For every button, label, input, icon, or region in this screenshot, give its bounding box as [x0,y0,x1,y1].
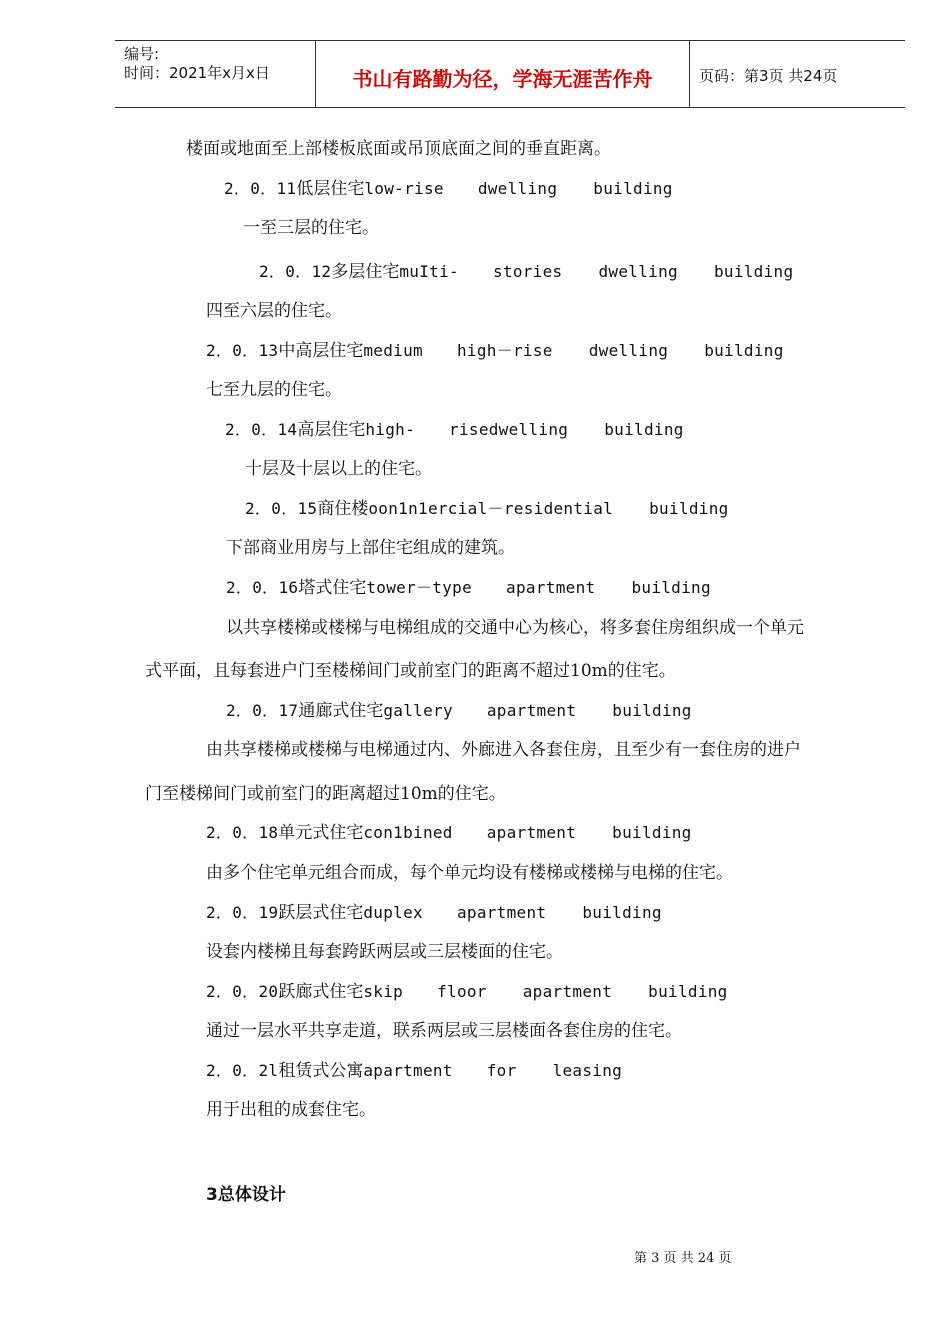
term-chinese: 塔式住宅 [298,578,367,598]
term-number: 2．0．19 [206,903,279,922]
body-line [186,137,611,161]
line-text: 七至九层的住宅。 [206,380,342,400]
term-english: con1bined apartment building [363,823,692,842]
term-number: 2．0．20 [206,982,279,1001]
term-english: apartment for leasing [363,1061,623,1080]
term-line [226,576,711,600]
term-number: 2．0．15 [245,499,318,518]
definition-line [206,1019,682,1043]
header-page-cell [690,41,905,107]
term-english: tower－type apartment building [366,578,711,597]
term-english: high- risedwelling building [365,420,684,439]
definition-line [245,457,432,481]
definition-line [206,861,733,885]
line-text: 四至六层的住宅。 [206,301,342,321]
line-text: 以共享楼梯或楼梯与电梯组成的交通中心为核心，将多套住房组织成一个单元 [226,618,804,638]
term-line [206,339,784,363]
term-number: 2．0．12 [259,262,332,281]
header-motto-cell [316,41,690,107]
definition-line [206,940,563,964]
term-chinese: 多层住宅 [331,262,400,282]
header-meta-cell [115,41,316,107]
header-page-info: 页码：第3页 共24页 [699,67,838,85]
definition-line [145,659,676,683]
time-label: 时间：2021年x月x日 [124,64,270,82]
line-text: 楼面或地面至上部楼板底面或吊顶底面之间的垂直距离。 [186,139,611,159]
line-text: 十层及十层以上的住宅。 [245,459,432,479]
line-text: 由共享楼梯或楼梯与电梯通过内、外廊进入各套住房，且至少有一套住房的进户 [206,740,801,760]
number-label: 编号: [124,45,160,63]
term-chinese: 中高层住宅 [278,341,364,361]
definition-line [206,738,801,762]
term-chinese: 高层住宅 [297,420,366,440]
term-number: 2．0．14 [225,420,298,439]
line-text: 通过一层水平共享走道，联系两层或三层楼面各套住房的住宅。 [206,1021,682,1041]
term-english: medium high－rise dwelling building [363,341,784,360]
term-line [206,901,662,925]
page-header [115,40,905,108]
term-chinese: 单元式住宅 [278,823,364,843]
term-line [206,980,728,1004]
term-line [206,821,692,845]
definition-line [226,536,515,560]
term-number: 2．0．13 [206,341,279,360]
term-line [226,699,692,723]
line-text: 下部商业用房与上部住宅组成的建筑。 [226,538,515,558]
term-chinese: 商住楼 [317,499,369,519]
term-chinese: 通廊式住宅 [298,701,384,721]
term-line [224,177,673,201]
definition-line [206,1098,376,1122]
line-text: 式平面，且每套进户门至楼梯间门或前室门的距离不超过10m的住宅。 [145,661,676,681]
term-chinese: 租赁式公寓 [278,1061,364,1081]
term-number: 2．0．2l [206,1061,279,1080]
term-line [245,497,729,521]
definition-line [145,782,506,806]
term-chinese: 低层住宅 [296,179,365,199]
line-text: 用于出租的成套住宅。 [206,1100,376,1120]
term-line [206,1059,622,1083]
definition-line [243,216,379,240]
definition-line [226,616,804,640]
term-number: 2．0．18 [206,823,279,842]
term-number: 2．0．11 [224,179,297,198]
header-motto: 书山有路勤为径，学海无涯苦作舟 [352,67,653,91]
term-number: 2．0．16 [226,578,299,597]
section-heading: 3总体设计 [206,1185,286,1205]
term-english: duplex apartment building [363,903,662,922]
line-text: 门至楼梯间门或前室门的距离超过10m的住宅。 [145,784,506,804]
term-chinese: 跃层式住宅 [278,903,364,923]
term-number: 2．0．17 [226,701,299,720]
line-text: 由多个住宅单元组合而成，每个单元均设有楼梯或楼梯与电梯的住宅。 [206,863,733,883]
term-english: gallery apartment building [383,701,692,720]
line-text: 设套内楼梯且每套跨跃两层或三层楼面的住宅。 [206,942,563,962]
term-english: low-rise dwelling building [364,179,673,198]
term-chinese: 跃廊式住宅 [278,982,364,1002]
line-text: 一至三层的住宅。 [243,218,379,238]
term-english: skip floor apartment building [363,982,728,1001]
term-english: muIti- stories dwelling building [399,262,794,281]
term-line [225,418,684,442]
definition-line [206,378,342,402]
definition-line [206,299,342,323]
term-line [259,260,793,284]
page-footer: 第 3 页 共 24 页 [634,1251,732,1266]
term-english: oon1n1ercial－residential building [368,499,729,518]
